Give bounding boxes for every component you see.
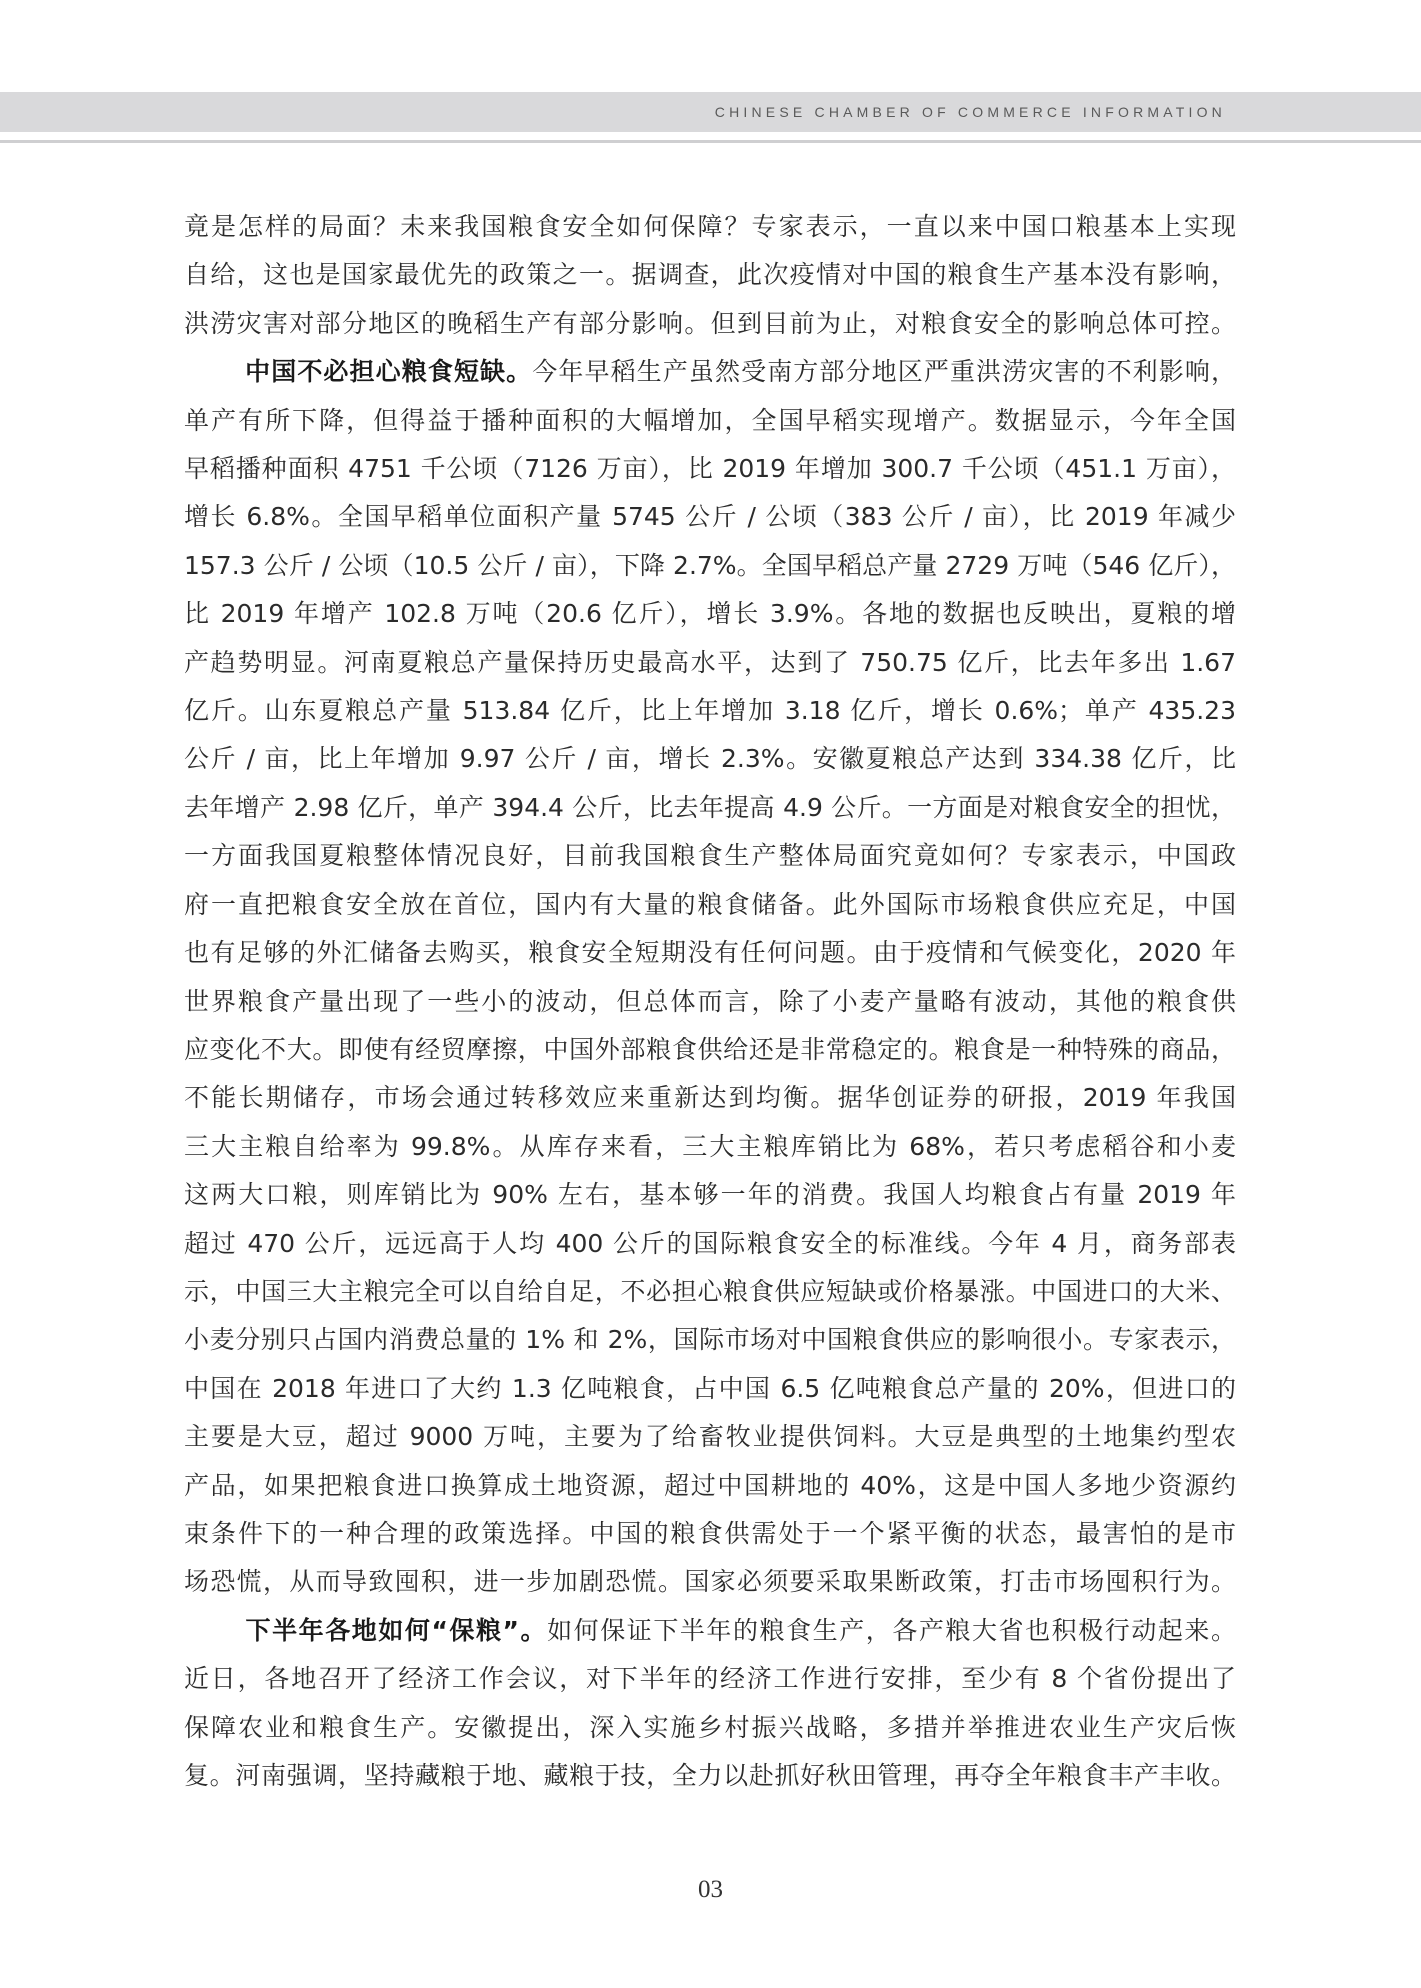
text-line: 亿斤。山东夏粮总产量 513.84 亿斤，比上年增加 3.18 亿斤，增长 0.6%；单产 435.23 <box>184 696 1236 726</box>
text-run: 今年早稻生产虽然受南方部分地区严重洪涝灾害的不利影响， <box>532 357 1236 387</box>
text-line: 洪涝灾害对部分地区的晚稻生产有部分影响。但到目前为止，对粮食安全的影响总体可控。 <box>184 308 1236 338</box>
text-line: 157.3 公斤 / 公顷（10.5 公斤 / 亩），下降 2.7%。全国早稻总产量 2729 万吨（546 亿斤）， <box>184 550 1236 580</box>
running-header: CHINESE CHAMBER OF COMMERCE INFORMATION <box>714 104 1226 120</box>
text-line: 束条件下的一种合理的政策选择。中国的粮食供需处于一个紧平衡的状态，最害怕的是市 <box>184 1518 1236 1548</box>
text-line: 超过 470 公斤，远远高于人均 400 公斤的国际粮食安全的标准线。今年 4 月，商务部表 <box>184 1228 1236 1258</box>
paragraph-1 <box>184 203 1236 348</box>
text-line: 应变化不大。即使有经贸摩擦，中国外部粮食供给还是非常稳定的。粮食是一种特殊的商品， <box>184 1034 1236 1064</box>
page-number: 03 <box>698 1876 723 1903</box>
text-line: 保障农业和粮食生产。安徽提出，深入实施乡村振兴战略，多措并举推进农业生产灾后恢 <box>184 1712 1236 1742</box>
text-line: 比 2019 年增产 102.8 万吨（20.6 亿斤），增长 3.9%。各地的数据也反映出，夏粮的增 <box>184 599 1236 629</box>
text-line: 单产有所下降，但得益于播种面积的大幅增加，全国早稻实现增产。数据显示，今年全国 <box>184 405 1236 435</box>
text-line: 增长 6.8%。全国早稻单位面积产量 5745 公斤 / 公顷（383 公斤 / 亩），比 2019 年减少 <box>184 502 1236 532</box>
text-line: 公斤 / 亩，比上年增加 9.97 公斤 / 亩，增长 2.3%。安徽夏粮总产达到 334.38 亿斤，比 <box>184 744 1236 774</box>
text-line <box>184 1607 1236 1655</box>
text-line: 近日，各地召开了经济工作会议，对下半年的经济工作进行安排，至少有 8 个省份提出了 <box>184 1664 1236 1694</box>
text-line: 早稻播种面积 4751 千公顷（7126 万亩），比 2019 年增加 300.7 千公顷（451.1 万亩）， <box>184 454 1236 484</box>
text-line: 这两大口粮，则库销比为 90% 左右，基本够一年的消费。我国人均粮食占有量 2019 年 <box>184 1180 1236 1210</box>
paragraph-2 <box>184 348 1236 1607</box>
text-line: 也有足够的外汇储备去购买，粮食安全短期没有任何问题。由于疫情和气候变化，2020 年 <box>184 938 1236 968</box>
paragraph-3 <box>184 1607 1236 1801</box>
section-lead: 下半年各地如何“保粮”。 <box>244 1615 548 1645</box>
text-line: 三大主粮自给率为 99.8%。从库存来看，三大主粮库销比为 68%，若只考虑稻谷和小麦 <box>184 1131 1236 1161</box>
text-line: 小麦分别只占国内消费总量的 1% 和 2%，国际市场对中国粮食供应的影响很小。专家表示， <box>184 1325 1236 1355</box>
text-line: 不能长期储存，市场会通过转移效应来重新达到均衡。据华创证券的研报，2019 年我国 <box>184 1083 1236 1113</box>
text-line: 世界粮食产量出现了一些小的波动，但总体而言，除了小麦产量略有波动，其他的粮食供 <box>184 986 1236 1016</box>
text-line: 府一直把粮食安全放在首位，国内有大量的粮食储备。此外国际市场粮食供应充足，中国 <box>184 889 1236 919</box>
text-line: 产品，如果把粮食进口换算成土地资源，超过中国耕地的 40%，这是中国人多地少资源约 <box>184 1470 1236 1500</box>
text-line: 一方面我国夏粮整体情况良好，目前我国粮食生产整体局面究竟如何？专家表示，中国政 <box>184 841 1236 871</box>
text-line: 场恐慌，从而导致囤积，进一步加剧恐慌。国家必须要采取果断政策，打击市场囤积行为。 <box>184 1567 1236 1597</box>
text-line: 复。河南强调，坚持藏粮于地、藏粮于技，全力以赴抓好秋田管理，再夺全年粮食丰产丰收。 <box>184 1761 1236 1790</box>
text-line: 竟是怎样的局面？未来我国粮食安全如何保障？专家表示，一直以来中国口粮基本上实现 <box>184 212 1236 241</box>
text-line: 自给，这也是国家最优先的政策之一。据调查，此次疫情对中国的粮食生产基本没有影响， <box>184 260 1236 290</box>
text-run: 如何保证下半年的粮食生产，各产粮大省也积极行动起来。 <box>547 1615 1236 1645</box>
article-body <box>184 203 1236 1800</box>
text-line: 去年增产 2.98 亿斤，单产 394.4 公斤，比去年提高 4.9 公斤。一方面是对粮食安全的担忧， <box>184 792 1236 822</box>
text-line: 产趋势明显。河南夏粮总产量保持历史最高水平，达到了 750.75 亿斤，比去年多出 1.67 <box>184 647 1236 677</box>
header-rule <box>0 140 1421 143</box>
text-line: 中国在 2018 年进口了大约 1.3 亿吨粮食，占中国 6.5 亿吨粮食总产量的 20%，但进口的 <box>184 1373 1236 1403</box>
text-line: 主要是大豆，超过 9000 万吨，主要为了给畜牧业提供饲料。大豆是典型的土地集约型农 <box>184 1422 1236 1452</box>
text-line <box>184 348 1236 396</box>
section-lead: 中国不必担心粮食短缺。 <box>244 357 533 387</box>
text-line: 示，中国三大主粮完全可以自给自足，不必担心粮食供应短缺或价格暴涨。中国进口的大米、 <box>184 1276 1236 1306</box>
